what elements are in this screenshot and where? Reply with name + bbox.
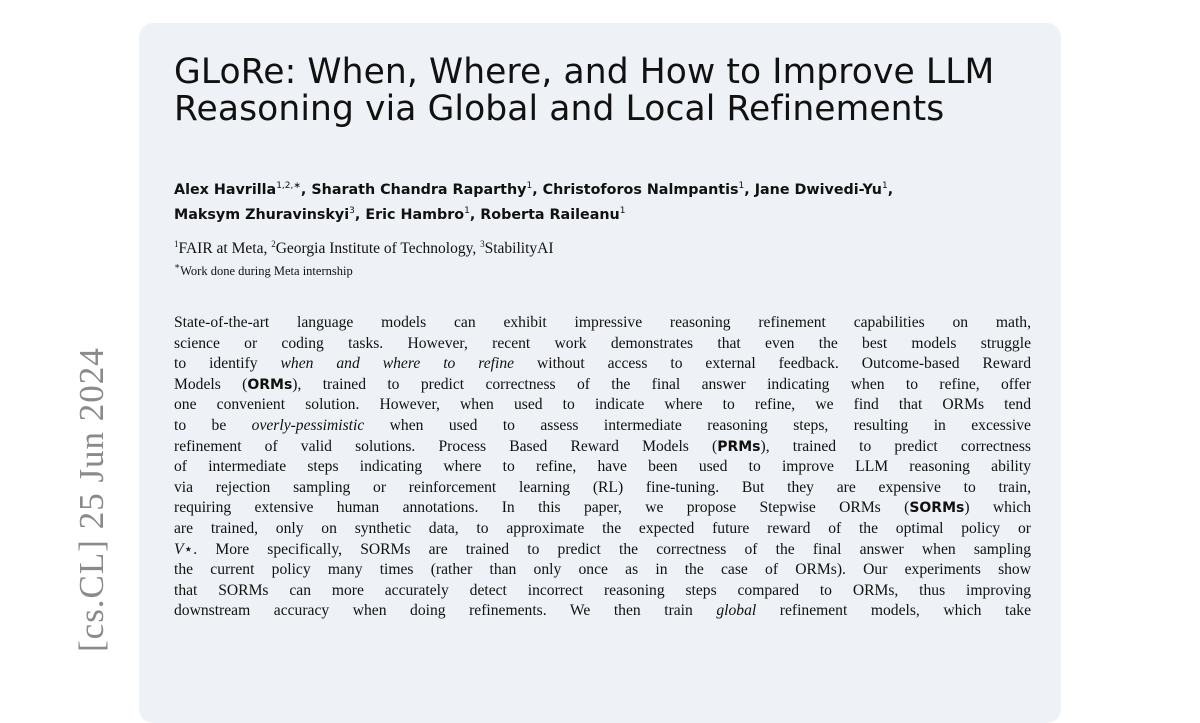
- author-affiliation-marker: 1: [526, 181, 533, 191]
- abstract-text: are trained, only on synthetic data, to approximate the expected future reward of the optimal policy or: [174, 519, 1031, 537]
- abstract-text: the current policy many times (rather than only once as in the case of ORMs). Our experiments show: [174, 561, 1031, 579]
- author-affiliation-marker: 1,2,∗: [276, 181, 301, 191]
- author: [480, 207, 625, 223]
- abstract-text: to identify: [174, 355, 281, 373]
- author-affiliation-marker: 1: [881, 181, 888, 191]
- author-name: Roberta Raileanu: [480, 207, 620, 223]
- abstract: [174, 313, 1031, 622]
- affiliation-name: StabilityAI: [484, 240, 554, 257]
- author-affiliation-marker: 1: [738, 181, 745, 191]
- abstract-emphasis: global: [716, 602, 757, 620]
- abstract-text: to be: [174, 416, 252, 434]
- abstract-line: [174, 395, 1031, 416]
- abstract-line: [174, 478, 1031, 499]
- author-name: Maksym Zhuravinskyi: [174, 207, 350, 223]
- arxiv-stamp-text: [cs.CL] 25 Jun 2024: [72, 347, 111, 652]
- abstract-text: requiring extensive human annotations. In this paper, we propose Stepwise ORMs (: [174, 499, 910, 517]
- author-separator: ,: [887, 182, 894, 198]
- abstract-text: ), trained to predict correctness of the final answer indicating when to refine, offer: [292, 375, 1032, 393]
- abstract-text: of intermediate steps indicating where to refine, have been used to improve LLM reasoning ability: [174, 458, 1031, 476]
- paper-title: GLoRe: When, Where, and How to Improve LLM Reasoning via Global and Local Refinements: [174, 52, 995, 129]
- author-name: Alex Havrilla: [174, 182, 277, 198]
- author-separator: ,: [300, 182, 312, 198]
- abstract-line: [174, 334, 1031, 355]
- abstract-acronym: PRMs: [717, 438, 761, 455]
- author-affiliation-marker: 1: [619, 206, 626, 216]
- author-name: Jane Dwivedi-Yu: [754, 182, 882, 198]
- abstract-emphasis: overly-pessimistic: [251, 416, 365, 434]
- abstract-line: [174, 540, 1031, 561]
- abstract-text: Models (: [174, 375, 248, 393]
- abstract-text: ), trained to predict correctness: [760, 437, 1031, 455]
- abstract-text: science or coding tasks. However, recent work demonstrates that even the best models struggle: [174, 334, 1031, 352]
- abstract-text: without access to external feedback. Outcome-based Reward: [514, 355, 1031, 373]
- author-affiliation-marker: 3: [349, 206, 355, 216]
- abstract-emphasis: when and where to refine: [280, 355, 515, 373]
- author: [174, 182, 311, 198]
- abstract-line: [174, 519, 1031, 540]
- arxiv-side-stamp: [22, 310, 111, 652]
- abstract-text: when used to assess intermediate reasoning steps, resulting in excessive: [364, 416, 1031, 434]
- abstract-text: refinement of valid solutions. Process Based Reward Models (: [174, 437, 718, 455]
- author: [543, 182, 755, 198]
- affiliations: [174, 239, 1044, 259]
- abstract-acronym: SORMs: [909, 500, 965, 517]
- abstract-line: [174, 313, 1031, 334]
- affiliation-marker: 2: [271, 239, 276, 249]
- abstract-text: downstream accuracy when doing refinements. We then train: [174, 602, 717, 620]
- footnote-marker: ∗: [174, 261, 181, 271]
- abstract-line: [174, 437, 1031, 458]
- author-name: Christoforos Nalmpantis: [542, 182, 739, 198]
- author-list: [174, 178, 1044, 228]
- abstract-line: [174, 457, 1031, 478]
- abstract-line: [174, 601, 1031, 622]
- author-separator: ,: [354, 207, 366, 223]
- abstract-line: [174, 498, 1031, 519]
- footnote-text: Work done during Meta internship: [180, 264, 353, 278]
- affiliation-name: FAIR at Meta: [178, 240, 264, 257]
- affiliation-separator: ,: [263, 240, 272, 257]
- abstract-line: [174, 416, 1031, 437]
- author: [311, 182, 542, 198]
- author-separator: ,: [744, 182, 755, 198]
- affiliation-name: Georgia Institute of Technology: [275, 240, 473, 257]
- affiliation-marker: 1: [174, 239, 179, 249]
- abstract-acronym: ORMs: [247, 376, 293, 393]
- affiliation-marker: 3: [480, 239, 485, 249]
- affiliation-separator: ,: [472, 240, 481, 257]
- abstract-text: ⋆. More specifically, SORMs are trained to predict the correctness of the final answer when sampling: [183, 540, 1031, 558]
- author-separator: ,: [532, 182, 543, 198]
- author: [174, 207, 365, 223]
- abstract-line: [174, 581, 1031, 602]
- abstract-text: one convenient solution. However, when used to indicate where to refine, we find that ORMs tend: [174, 396, 1031, 414]
- abstract-text: State-of-the-art language models can exhibit impressive reasoning refinement capabilities on math,: [174, 314, 1031, 331]
- author-affiliation-marker: 1: [464, 206, 470, 216]
- author: [755, 182, 893, 198]
- abstract-text: via rejection sampling or reinforcement learning (RL) fine-tuning. But they are expensive to train,: [174, 478, 1031, 496]
- abstract-text: ) which: [964, 499, 1032, 517]
- abstract-line: [174, 375, 1031, 396]
- abstract-line: [174, 354, 1031, 375]
- author-name: Eric Hambro: [365, 207, 465, 223]
- abstract-line: [174, 560, 1031, 581]
- abstract-text: refinement models, which take: [756, 602, 1031, 620]
- abstract-emphasis: V: [174, 540, 184, 558]
- abstract-text: that SORMs can more accurately detect incorrect reasoning steps compared to ORMs, thus improving: [174, 581, 1031, 599]
- author-separator: ,: [469, 207, 481, 223]
- footnote: [174, 262, 1044, 280]
- author: [365, 207, 480, 223]
- author-name: Sharath Chandra Raparthy: [311, 182, 527, 198]
